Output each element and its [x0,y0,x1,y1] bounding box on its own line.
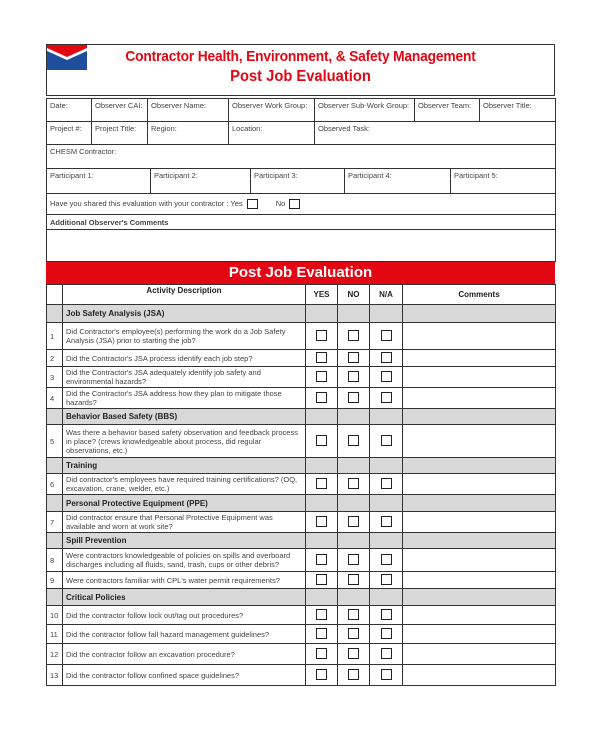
table-row [47,572,556,589]
comments-cell[interactable] [403,367,556,388]
no-checkbox[interactable] [348,371,359,382]
question-number: 3 [47,367,63,388]
no-cell [338,606,370,625]
comments-cell[interactable] [403,474,556,495]
no-checkbox[interactable] [348,574,359,585]
section-blank-cell [306,409,338,425]
observer-cai-field[interactable]: Observer CAI: [92,99,148,122]
table-row [47,367,556,388]
yes-cell [306,323,338,350]
date-field[interactable]: Date: [47,99,92,122]
section-blank-cell [403,409,556,425]
na-cell [370,474,403,495]
question-text: Were contractors familiar with CPL's water permit requirements? [63,572,306,589]
section-blank-cell [306,495,338,512]
no-cell [338,625,370,644]
section-num-cell [47,409,63,425]
section-blank-cell [338,495,370,512]
form-subtitle: Post Job Evaluation [230,68,371,85]
na-cell [370,625,403,644]
na-checkbox[interactable] [381,628,392,639]
section-num-cell [47,533,63,549]
table-row [47,323,556,350]
location-field[interactable]: Location: [229,122,315,145]
section-blank-cell [370,409,403,425]
section-num-cell [47,458,63,474]
comments-cell[interactable] [403,388,556,409]
yes-checkbox[interactable] [316,371,327,382]
section-blank-cell [338,409,370,425]
comments-header-row [47,215,556,230]
section-blank-cell [370,305,403,323]
na-checkbox[interactable] [381,352,392,363]
no-cell [338,474,370,495]
observer-team-field[interactable]: Observer Team: [415,99,480,122]
comments-cell[interactable] [403,625,556,644]
na-checkbox[interactable] [381,554,392,565]
comments-cell[interactable] [403,665,556,686]
na-cell [370,606,403,625]
activity-header: Activity Description [63,285,306,305]
comments-cell[interactable] [403,323,556,350]
yes-checkbox[interactable] [316,392,327,403]
comments-header: Comments [403,285,556,305]
section-row [47,409,556,425]
participants-row [47,169,556,194]
na-checkbox[interactable] [381,371,392,382]
section-blank-cell [306,533,338,549]
participants-table [46,168,556,262]
no-header: NO [338,285,370,305]
no-cell [338,367,370,388]
section-title: Spill Prevention [63,533,306,549]
yes-cell [306,549,338,572]
table-row [47,388,556,409]
evaluation-table [46,284,556,686]
comments-cell[interactable] [403,549,556,572]
na-cell [370,323,403,350]
no-cell [338,644,370,665]
no-checkbox[interactable] [348,330,359,341]
no-label: No [275,198,286,208]
na-cell [370,425,403,458]
table-row [47,644,556,665]
na-checkbox[interactable] [381,648,392,659]
yes-checkbox[interactable] [316,435,327,446]
yes-checkbox[interactable] [316,574,327,585]
participant-3-field[interactable]: Participant 3: [251,169,345,194]
section-blank-cell [403,305,556,323]
yes-cell [306,512,338,533]
shared-question-label: Have you shared this evaluation with your contractor : [50,198,229,208]
no-checkbox[interactable] [348,392,359,403]
question-text: Was there a behavior based safety observation and feedback process in place? (crews knowledgeable about process, did regular observations, etc.) [63,425,306,458]
question-number: 8 [47,549,63,572]
question-text: Were contractors knowledgeable of policies on spills and overboard discharges including all fluids, sand, trash, cups or other debris? [63,549,306,572]
na-cell [370,388,403,409]
participant-4-field[interactable]: Participant 4: [345,169,451,194]
participant-5-field[interactable]: Participant 5: [451,169,556,194]
no-checkbox[interactable] [348,478,359,489]
section-row [47,458,556,474]
no-cell [338,350,370,367]
section-banner: Post Job Evaluation [46,262,555,284]
table-row [47,350,556,367]
observer-info-table [46,98,556,169]
yes-cell [306,350,338,367]
chesm-contractor-field[interactable]: CHESM Contractor: [47,145,556,169]
question-text: Did the Contractor's JSA process identify each job step? [63,350,306,367]
section-row [47,533,556,549]
question-text: Did contractor's employees have required training certifications? (OQ, excavation, crane, welder, etc.) [63,474,306,495]
comments-cell[interactable] [403,425,556,458]
participant-1-field[interactable]: Participant 1: [47,169,151,194]
no-cell [338,665,370,686]
comments-cell[interactable] [403,606,556,625]
num-header [47,285,63,305]
section-blank-cell [370,495,403,512]
yes-checkbox[interactable] [316,352,327,363]
participant-2-field[interactable]: Participant 2: [151,169,251,194]
question-text: Did the contractor follow confined space guidelines? [63,665,306,686]
section-row [47,305,556,323]
question-text: Did the Contractor's JSA adequately identify job safety and environmental hazards? [63,367,306,388]
yes-cell [306,625,338,644]
no-cell [338,512,370,533]
yes-checkbox[interactable] [316,554,327,565]
section-blank-cell [370,533,403,549]
na-cell [370,512,403,533]
section-blank-cell [403,589,556,606]
comments-row [47,230,556,262]
section-blank-cell [370,458,403,474]
na-checkbox[interactable] [381,516,392,527]
no-cell [338,425,370,458]
table-row [47,665,556,686]
table-header-row [47,285,556,305]
na-header: N/A [370,285,403,305]
observed-task-field[interactable]: Observed Task: [315,122,556,145]
no-checkbox[interactable] [348,669,359,680]
question-number: 1 [47,323,63,350]
comments-cell[interactable] [403,350,556,367]
additional-comments-label: Additional Observer's Comments [47,215,556,230]
additional-comments-field[interactable] [47,230,556,262]
question-number: 7 [47,512,63,533]
no-cell [338,323,370,350]
project-title-field[interactable]: Project Title: [92,122,148,145]
section-blank-cell [338,533,370,549]
yes-cell [306,425,338,458]
question-number: 4 [47,388,63,409]
section-blank-cell [338,458,370,474]
yes-checkbox[interactable] [316,648,327,659]
observer-name-field[interactable]: Observer Name: [148,99,229,122]
yes-checkbox[interactable] [316,609,327,620]
yes-header: YES [306,285,338,305]
question-number: 5 [47,425,63,458]
na-cell [370,549,403,572]
na-cell [370,367,403,388]
na-cell [370,644,403,665]
section-blank-cell [338,305,370,323]
form-header [46,44,555,96]
contractor-row [47,145,556,169]
question-text: Did the Contractor's JSA address how they plan to mitigate those hazards? [63,388,306,409]
yes-checkbox[interactable] [316,330,327,341]
comments-cell[interactable] [403,572,556,589]
yes-cell [306,474,338,495]
yes-cell [306,665,338,686]
no-checkbox[interactable] [348,648,359,659]
section-row [47,495,556,512]
question-number: 12 [47,644,63,665]
observer-sub-work-group-field[interactable]: Observer Sub-Work Group: [315,99,415,122]
table-row [47,625,556,644]
table-row [47,549,556,572]
question-number: 6 [47,474,63,495]
table-row [47,606,556,625]
section-blank-cell [306,458,338,474]
yes-cell [306,572,338,589]
table-row [47,425,556,458]
na-checkbox[interactable] [381,574,392,585]
section-num-cell [47,589,63,606]
section-row [47,589,556,606]
no-checkbox[interactable] [348,435,359,446]
section-blank-cell [403,458,556,474]
question-number: 2 [47,350,63,367]
question-text: Did the contractor follow fall hazard management guidelines? [63,625,306,644]
shared-yes-checkbox[interactable] [247,199,258,209]
comments-cell[interactable] [403,644,556,665]
na-checkbox[interactable] [381,609,392,620]
comments-cell[interactable] [403,512,556,533]
question-number: 9 [47,572,63,589]
yes-label: Yes [230,198,243,208]
section-blank-cell [370,589,403,606]
section-title: Training [63,458,306,474]
question-number: 10 [47,606,63,625]
na-cell [370,572,403,589]
no-checkbox[interactable] [348,516,359,527]
shared-no-checkbox[interactable] [289,199,300,209]
region-field[interactable]: Region: [148,122,229,145]
project-number-field[interactable]: Project #: [47,122,92,145]
na-checkbox[interactable] [381,330,392,341]
yes-cell [306,388,338,409]
table-row [47,474,556,495]
section-num-cell [47,305,63,323]
yes-cell [306,606,338,625]
section-blank-cell [403,495,556,512]
section-num-cell [47,495,63,512]
question-text: Did contractor ensure that Personal Protective Equipment was available and worn at work site? [63,512,306,533]
na-checkbox[interactable] [381,392,392,403]
yes-cell [306,367,338,388]
section-blank-cell [403,533,556,549]
section-title: Behavior Based Safety (BBS) [63,409,306,425]
observer-work-group-field[interactable]: Observer Work Group: [229,99,315,122]
no-checkbox[interactable] [348,554,359,565]
table-row [47,512,556,533]
yes-checkbox[interactable] [316,478,327,489]
na-cell [370,350,403,367]
na-cell [370,665,403,686]
yes-checkbox[interactable] [316,669,327,680]
section-title: Job Safety Analysis (JSA) [63,305,306,323]
project-row [47,122,556,145]
question-number: 13 [47,665,63,686]
question-text: Did the contractor follow an excavation procedure? [63,644,306,665]
section-blank-cell [306,589,338,606]
no-cell [338,549,370,572]
yes-checkbox[interactable] [316,516,327,527]
yes-checkbox[interactable] [316,628,327,639]
observer-row [47,99,556,122]
question-number: 11 [47,625,63,644]
shared-question-row [47,194,556,215]
yes-cell [306,644,338,665]
na-checkbox[interactable] [381,435,392,446]
section-title: Personal Protective Equipment (PPE) [63,495,306,512]
section-blank-cell [306,305,338,323]
no-checkbox[interactable] [348,628,359,639]
section-blank-cell [338,589,370,606]
no-cell [338,572,370,589]
section-title: Critical Policies [63,589,306,606]
no-cell [338,388,370,409]
form-title: Contractor Health, Environment, & Safety Management [125,48,476,65]
no-checkbox[interactable] [348,609,359,620]
na-checkbox[interactable] [381,478,392,489]
question-text: Did Contractor's employee(s) performing the work do a Job Safety Analysis (JSA) prior to starting the job? [63,323,306,350]
no-checkbox[interactable] [348,352,359,363]
observer-title-field[interactable]: Observer Title: [480,99,556,122]
question-text: Did the contractor follow lock out/tag out procedures? [63,606,306,625]
na-checkbox[interactable] [381,669,392,680]
